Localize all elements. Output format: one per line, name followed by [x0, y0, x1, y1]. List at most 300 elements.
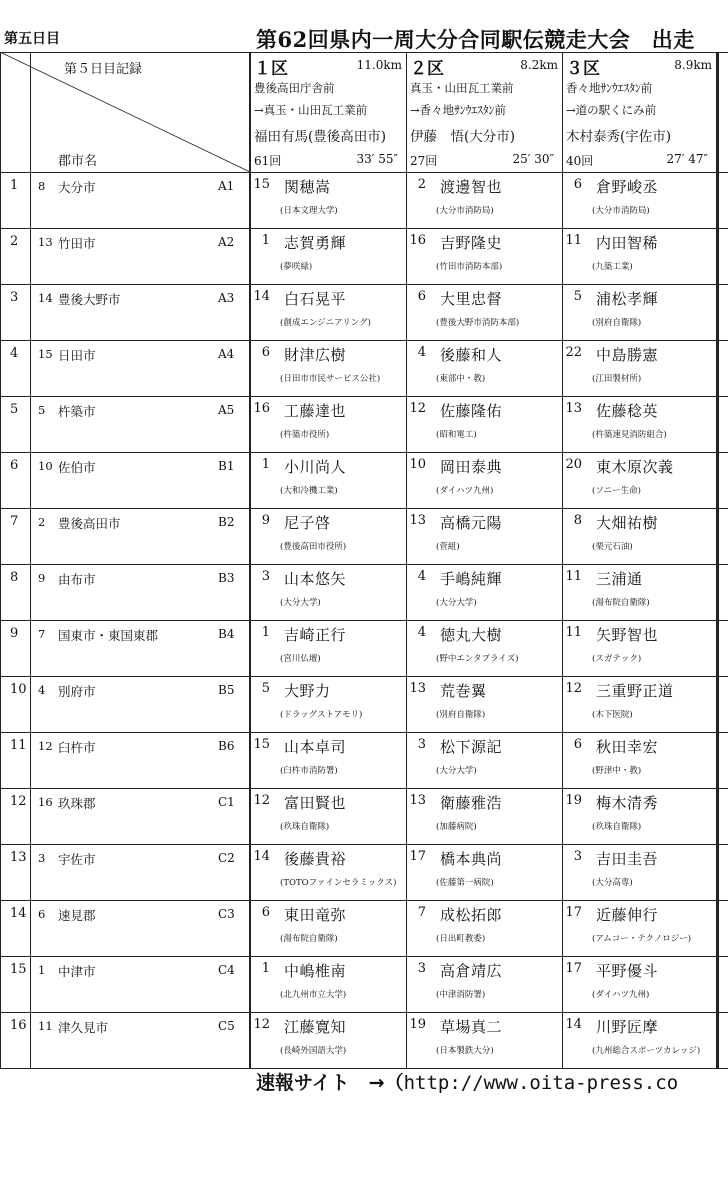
runner-cell: [562, 340, 716, 396]
team-name: 中津市: [58, 964, 96, 979]
runner-rank: 6: [573, 177, 582, 192]
runner-cell: [406, 452, 562, 508]
page-header: [0, 24, 728, 50]
team-seed: 9: [38, 571, 46, 585]
runner-cell: [406, 676, 562, 732]
team-code: C1: [218, 795, 235, 809]
team-code: C3: [218, 907, 235, 921]
runner-rank: 7: [417, 905, 426, 920]
runner-affiliation: (別府自衛隊): [436, 710, 486, 720]
team-code: B1: [218, 459, 235, 473]
section-finish: →香々地ｻﾝｳｴｽﾀﾝ前: [410, 103, 506, 117]
runner-name: 山本卓司: [284, 738, 347, 756]
grid-line: [0, 172, 728, 173]
runner-affiliation: (竹田市消防本部): [436, 262, 503, 272]
runner-cell: [562, 676, 716, 732]
section-finish: →道の駅くにみ前: [566, 103, 657, 117]
grid-line: [0, 732, 728, 733]
section-header-2: [406, 52, 562, 172]
runner-affiliation: (ダイハツ九州): [436, 486, 494, 496]
row-number: 9: [10, 626, 19, 641]
runner-cell: [250, 900, 406, 956]
runner-rank: 5: [573, 289, 582, 304]
runner-affiliation: (宮川仏壇): [280, 654, 321, 664]
event-title: 第62回県内一周大分合同駅伝競走大会 出走: [256, 27, 695, 52]
runner-affiliation: (長崎外国語大学): [280, 1046, 347, 1056]
runner-name: 佐藤隆佑: [440, 402, 503, 420]
section-name: ３区: [566, 59, 600, 79]
bulletin-site-url[interactable]: http://www.oita-press.co: [403, 1072, 679, 1094]
runner-name: 小川尚人: [284, 458, 347, 476]
section-header-1: [250, 52, 406, 172]
runner-rank: 14: [253, 289, 270, 304]
runner-cell: [562, 788, 716, 844]
runner-cell: [250, 228, 406, 284]
row-number: 7: [10, 514, 19, 529]
runner-rank: 1: [261, 625, 270, 640]
runner-rank: 4: [417, 569, 426, 584]
grid-line: [562, 52, 563, 1068]
grid-line: [0, 676, 728, 677]
team-name: 由布市: [58, 572, 96, 587]
team-code: C2: [218, 851, 235, 865]
runner-affiliation: (玖珠自衛隊): [280, 822, 330, 832]
runner-rank: 13: [565, 401, 582, 416]
team-code: A1: [218, 179, 235, 193]
runner-rank: 19: [409, 1017, 426, 1032]
runner-name: 志賀勇輝: [284, 234, 347, 252]
runner-cell: [406, 900, 562, 956]
runner-rank: 12: [409, 401, 426, 416]
runner-rank: 4: [417, 625, 426, 640]
runner-affiliation: (スガテック): [592, 654, 642, 664]
section-distance: 8.2km: [520, 58, 558, 72]
team-seed: 10: [38, 459, 53, 473]
runner-name: 山本悠矢: [284, 570, 347, 588]
runner-name: 秋田幸宏: [596, 738, 659, 756]
runner-rank: 12: [253, 1017, 270, 1032]
runner-affiliation: (ドラッグストアモリ): [280, 710, 363, 720]
runner-name: 高倉靖広: [440, 962, 503, 980]
runner-rank: 6: [417, 289, 426, 304]
runner-name: 江藤寛知: [284, 1018, 347, 1036]
team-name: 豊後高田市: [58, 516, 121, 531]
runner-name: 中嶋椎南: [284, 962, 347, 980]
runner-affiliation: (湯布院自衛隊): [592, 598, 650, 608]
runner-name: 吉田圭吾: [596, 850, 659, 868]
team-seed: 1: [38, 963, 46, 977]
runner-affiliation: (日本製鉄大分): [436, 1046, 494, 1056]
section-record-edition: 40回: [566, 154, 594, 168]
runner-cell: [562, 508, 716, 564]
runner-cell: [406, 340, 562, 396]
row-number: 12: [10, 794, 27, 809]
runner-rank: 5: [261, 681, 270, 696]
runner-cell: [562, 564, 716, 620]
runner-cell: [406, 844, 562, 900]
runner-name: 荒巻翼: [440, 682, 487, 700]
runner-cell: [562, 172, 716, 228]
runner-rank: 3: [417, 961, 426, 976]
runner-cell: [406, 620, 562, 676]
runner-name: 梅木清秀: [596, 794, 659, 812]
runner-rank: 1: [261, 961, 270, 976]
table-row: [0, 1012, 728, 1068]
grid-line: [0, 620, 728, 621]
table-row: [0, 396, 728, 452]
runner-affiliation: (ダイハツ九州): [592, 990, 650, 1000]
grid-line: [0, 340, 728, 341]
team-name: 宇佐市: [58, 852, 96, 867]
runner-cell: [406, 956, 562, 1012]
runner-cell: [562, 844, 716, 900]
row-number: 1: [10, 178, 19, 193]
runner-name: 後藤貴裕: [284, 850, 347, 868]
row-number: 14: [10, 906, 27, 921]
team-seed: 7: [38, 627, 46, 641]
runner-name: 財津広樹: [284, 346, 347, 364]
runner-name: 川野匠摩: [596, 1018, 659, 1036]
section-distance: 8.9km: [674, 58, 712, 72]
runner-name: 近藤伸行: [596, 906, 659, 924]
team-code: B4: [218, 627, 235, 641]
runner-cell: [250, 1012, 406, 1068]
section-record-holder: 木村泰秀(宇佐市): [566, 129, 672, 145]
team-seed: 11: [38, 1019, 53, 1033]
runner-affiliation: (別府自衛隊): [592, 318, 642, 328]
section-start: 豊後高田庁舎前: [254, 81, 335, 95]
runner-name: 松下源記: [440, 738, 503, 756]
runner-affiliation: (栗元石油): [592, 542, 633, 552]
grid-line: [0, 284, 728, 285]
runner-rank: 6: [261, 905, 270, 920]
runner-affiliation: (ソニー生命): [592, 486, 641, 496]
grid-line: [0, 564, 728, 565]
runner-cell: [250, 788, 406, 844]
runner-cell: [406, 564, 562, 620]
runner-affiliation: (九築工業): [592, 262, 633, 272]
runner-cell: [562, 900, 716, 956]
runner-affiliation: (大分大学): [436, 766, 477, 776]
runner-affiliation: (東部中・教): [436, 374, 486, 384]
runner-cell: [250, 284, 406, 340]
runner-name: 草場真二: [440, 1018, 503, 1036]
runner-cell: [562, 396, 716, 452]
row-number: 16: [10, 1018, 27, 1033]
runner-rank: 17: [565, 905, 582, 920]
runner-cell: [250, 676, 406, 732]
runner-name: 白石晃平: [284, 290, 347, 308]
section-name: １区: [254, 59, 288, 79]
runner-rank: 12: [565, 681, 582, 696]
team-code: A3: [218, 291, 235, 305]
runner-affiliation: (江田製材所): [592, 374, 642, 384]
runner-name: 成松拓郎: [440, 906, 503, 924]
runner-name: 浦松孝輝: [596, 290, 659, 308]
runner-name: 三浦通: [596, 570, 643, 588]
row-number: 3: [10, 290, 19, 305]
runner-rank: 17: [409, 849, 426, 864]
team-name: 大分市: [58, 180, 96, 195]
grid-line: [0, 452, 728, 453]
runner-affiliation: (夢咲緑): [280, 262, 313, 272]
team-code: B5: [218, 683, 235, 697]
runner-rank: 12: [253, 793, 270, 808]
runner-affiliation: (野中エンタプライズ): [436, 654, 519, 664]
runner-cell: [250, 452, 406, 508]
section-start: 香々地ｻﾝｳｴｽﾀﾝ前: [566, 81, 653, 95]
runner-name: 岡田泰典: [440, 458, 503, 476]
grid-line: [0, 52, 1, 1068]
team-seed: 2: [38, 515, 46, 529]
runner-affiliation: (湯布院自衛隊): [280, 934, 338, 944]
table-row: [0, 452, 728, 508]
bulletin-site[interactable]: [256, 1068, 678, 1095]
runner-cell: [562, 228, 716, 284]
table-row: [0, 564, 728, 620]
runner-rank: 20: [565, 457, 582, 472]
grid-line: [0, 52, 728, 53]
runner-name: 倉野峻丞: [596, 178, 659, 196]
runner-rank: 9: [261, 513, 270, 528]
runner-cell: [406, 228, 562, 284]
row-number: 2: [10, 234, 19, 249]
runner-affiliation: (日本文理大学): [280, 206, 338, 216]
runner-rank: 14: [565, 1017, 582, 1032]
runner-name: 東木原次義: [596, 458, 674, 476]
row-number: 10: [10, 682, 27, 697]
area-label: 郡市名: [58, 154, 98, 169]
section-record-holder: 福田有馬(豊後高田市): [254, 129, 387, 145]
runner-cell: [250, 172, 406, 228]
runner-name: 関穂嵩: [284, 178, 331, 196]
runner-rank: 22: [565, 345, 582, 360]
runner-affiliation: (日出町教委): [436, 934, 486, 944]
runner-rank: 17: [565, 961, 582, 976]
team-code: A4: [218, 347, 235, 361]
table-row: [0, 676, 728, 732]
runner-affiliation: (玖珠自衛隊): [592, 822, 642, 832]
runner-cell: [250, 340, 406, 396]
runner-cell: [250, 956, 406, 1012]
table-row: [0, 508, 728, 564]
runner-affiliation: (大分大学): [436, 598, 477, 608]
runner-rank: 6: [573, 737, 582, 752]
team-name: 日田市: [58, 348, 96, 363]
runner-cell: [562, 1012, 716, 1068]
runner-name: 渡邊智也: [440, 178, 503, 196]
runner-rank: 3: [417, 737, 426, 752]
runner-name: 橋本典尚: [440, 850, 503, 868]
runner-rank: 6: [261, 345, 270, 360]
runner-affiliation: (杵築速見消防組合): [592, 430, 667, 440]
runner-name: 吉崎正行: [284, 626, 347, 644]
team-seed: 5: [38, 403, 46, 417]
runner-affiliation: (大分市消防局): [592, 206, 650, 216]
runner-name: 工藤達也: [284, 402, 347, 420]
runner-name: 後藤和人: [440, 346, 503, 364]
table-row: [0, 956, 728, 1012]
team-code: B2: [218, 515, 235, 529]
runner-rank: 3: [573, 849, 582, 864]
runner-affiliation: (中津消防署): [436, 990, 486, 1000]
record-label: 第５日目記録: [64, 62, 143, 77]
runner-cell: [250, 732, 406, 788]
runner-rank: 8: [573, 513, 582, 528]
team-name: 津久見市: [58, 1020, 109, 1035]
grid-line: [0, 900, 728, 901]
runner-cell: [562, 620, 716, 676]
grid-line: [0, 788, 728, 789]
section-record-edition: 61回: [254, 154, 282, 168]
team-seed: 3: [38, 851, 46, 865]
section-name: ２区: [410, 59, 444, 79]
section-record-time: 25′ 30″: [512, 152, 554, 166]
runner-rank: 2: [417, 177, 426, 192]
runner-rank: 15: [253, 177, 270, 192]
row-number: 6: [10, 458, 19, 473]
runner-affiliation: (大分大学): [280, 598, 321, 608]
runner-name: 尼子啓: [284, 514, 331, 532]
grid-line: [0, 956, 728, 957]
team-name: 竹田市: [58, 236, 96, 251]
runner-cell: [562, 732, 716, 788]
runner-affiliation: (創成エンジニアリング): [280, 318, 371, 328]
section-header-3: [562, 52, 716, 172]
team-seed: 13: [38, 235, 53, 249]
runner-rank: 3: [261, 569, 270, 584]
runner-cell: [406, 172, 562, 228]
runner-affiliation: (臼杵市消防署): [280, 766, 338, 776]
runner-affiliation: (菅組): [436, 542, 460, 552]
runner-cell: [406, 1012, 562, 1068]
table-row: [0, 788, 728, 844]
team-name: 臼杵市: [58, 740, 96, 755]
team-name: 佐伯市: [58, 460, 96, 475]
runner-name: 手嶋純輝: [440, 570, 503, 588]
runner-affiliation: (野津中・教): [592, 766, 642, 776]
runner-rank: 16: [253, 401, 270, 416]
runner-affiliation: (大和冷機工業): [280, 486, 338, 496]
runner-cell: [250, 564, 406, 620]
table-row: [0, 228, 728, 284]
runner-affiliation: (昭和電工): [436, 430, 477, 440]
grid-line: [249, 52, 251, 1068]
runner-rank: 4: [417, 345, 426, 360]
runner-affiliation: (杵築市役所): [280, 430, 330, 440]
runner-name: 大畑祐樹: [596, 514, 659, 532]
runner-affiliation: (北九州市立大学): [280, 990, 347, 1000]
grid-line: [716, 52, 719, 1068]
row-number: 8: [10, 570, 19, 585]
team-seed: 6: [38, 907, 46, 921]
team-code: B3: [218, 571, 235, 585]
runner-rank: 1: [261, 233, 270, 248]
grid-line: [30, 52, 31, 1068]
runner-name: 矢野智也: [596, 626, 659, 644]
grid-line: [0, 396, 728, 397]
runner-rank: 13: [409, 681, 426, 696]
runner-rank: 14: [253, 849, 270, 864]
runner-cell: [562, 284, 716, 340]
row-number: 5: [10, 402, 19, 417]
team-name: 別府市: [58, 684, 96, 699]
runner-name: 平野優斗: [596, 962, 659, 980]
runner-affiliation: (大分市消防局): [436, 206, 494, 216]
runner-affiliation: (木下医院): [592, 710, 633, 720]
grid-line: [406, 52, 407, 1068]
team-code: B6: [218, 739, 235, 753]
runner-name: 衛藤雅浩: [440, 794, 503, 812]
runner-rank: 11: [565, 625, 582, 640]
runner-name: 中島勝憲: [596, 346, 659, 364]
team-seed: 15: [38, 347, 53, 361]
team-seed: 12: [38, 739, 53, 753]
grid-line: [0, 228, 728, 229]
runner-name: 富田賢也: [284, 794, 347, 812]
runner-affiliation: (豊後大野市消防本部): [436, 318, 520, 328]
runner-affiliation: (大分高専): [592, 878, 633, 888]
runner-rank: 13: [409, 513, 426, 528]
section-record-time: 27′ 47″: [666, 152, 708, 166]
runner-cell: [406, 788, 562, 844]
table-row: [0, 900, 728, 956]
section-distance: 11.0km: [356, 58, 402, 72]
runner-name: 吉野隆史: [440, 234, 503, 252]
runner-rank: 15: [253, 737, 270, 752]
team-seed: 16: [38, 795, 53, 809]
runner-rank: 19: [565, 793, 582, 808]
results-table: [0, 52, 728, 1059]
runner-name: 佐藤稔英: [596, 402, 659, 420]
runner-name: 内田智稀: [596, 234, 659, 252]
bulletin-site-label: 速報サイト →（: [256, 1072, 404, 1094]
runner-cell: [250, 396, 406, 452]
section-record-holder: 伊藤 悟(大分市): [410, 129, 516, 145]
grid-line: [0, 508, 728, 509]
section-finish: →真玉・山田瓦工業前: [254, 103, 368, 117]
team-code: A5: [218, 403, 235, 417]
runner-rank: 16: [409, 233, 426, 248]
section-record-time: 33′ 55″: [356, 152, 398, 166]
section-start: 真玉・山田瓦工業前: [410, 81, 514, 95]
table-row: [0, 172, 728, 228]
runner-name: 大野力: [284, 682, 331, 700]
team-name: 玖珠郡: [58, 796, 96, 811]
row-number: 13: [10, 850, 27, 865]
section-record-edition: 27回: [410, 154, 438, 168]
row-number: 4: [10, 346, 19, 361]
team-name: 杵築市: [58, 404, 96, 419]
runner-name: 大里忠督: [440, 290, 503, 308]
table-row: [0, 844, 728, 900]
team-code: C4: [218, 963, 235, 977]
runner-rank: 11: [565, 569, 582, 584]
runner-name: 東田竜弥: [284, 906, 347, 924]
team-code: A2: [218, 235, 235, 249]
row-number: 15: [10, 962, 27, 977]
runner-affiliation: (九州総合スポーツカレッジ): [592, 1046, 701, 1056]
grid-line: [0, 1012, 728, 1013]
grid-line: [0, 844, 728, 845]
runner-cell: [406, 284, 562, 340]
table-row: [0, 620, 728, 676]
runner-cell: [250, 844, 406, 900]
team-code: C5: [218, 1019, 235, 1033]
table-row: [0, 732, 728, 788]
table-row: [0, 340, 728, 396]
runner-cell: [406, 396, 562, 452]
